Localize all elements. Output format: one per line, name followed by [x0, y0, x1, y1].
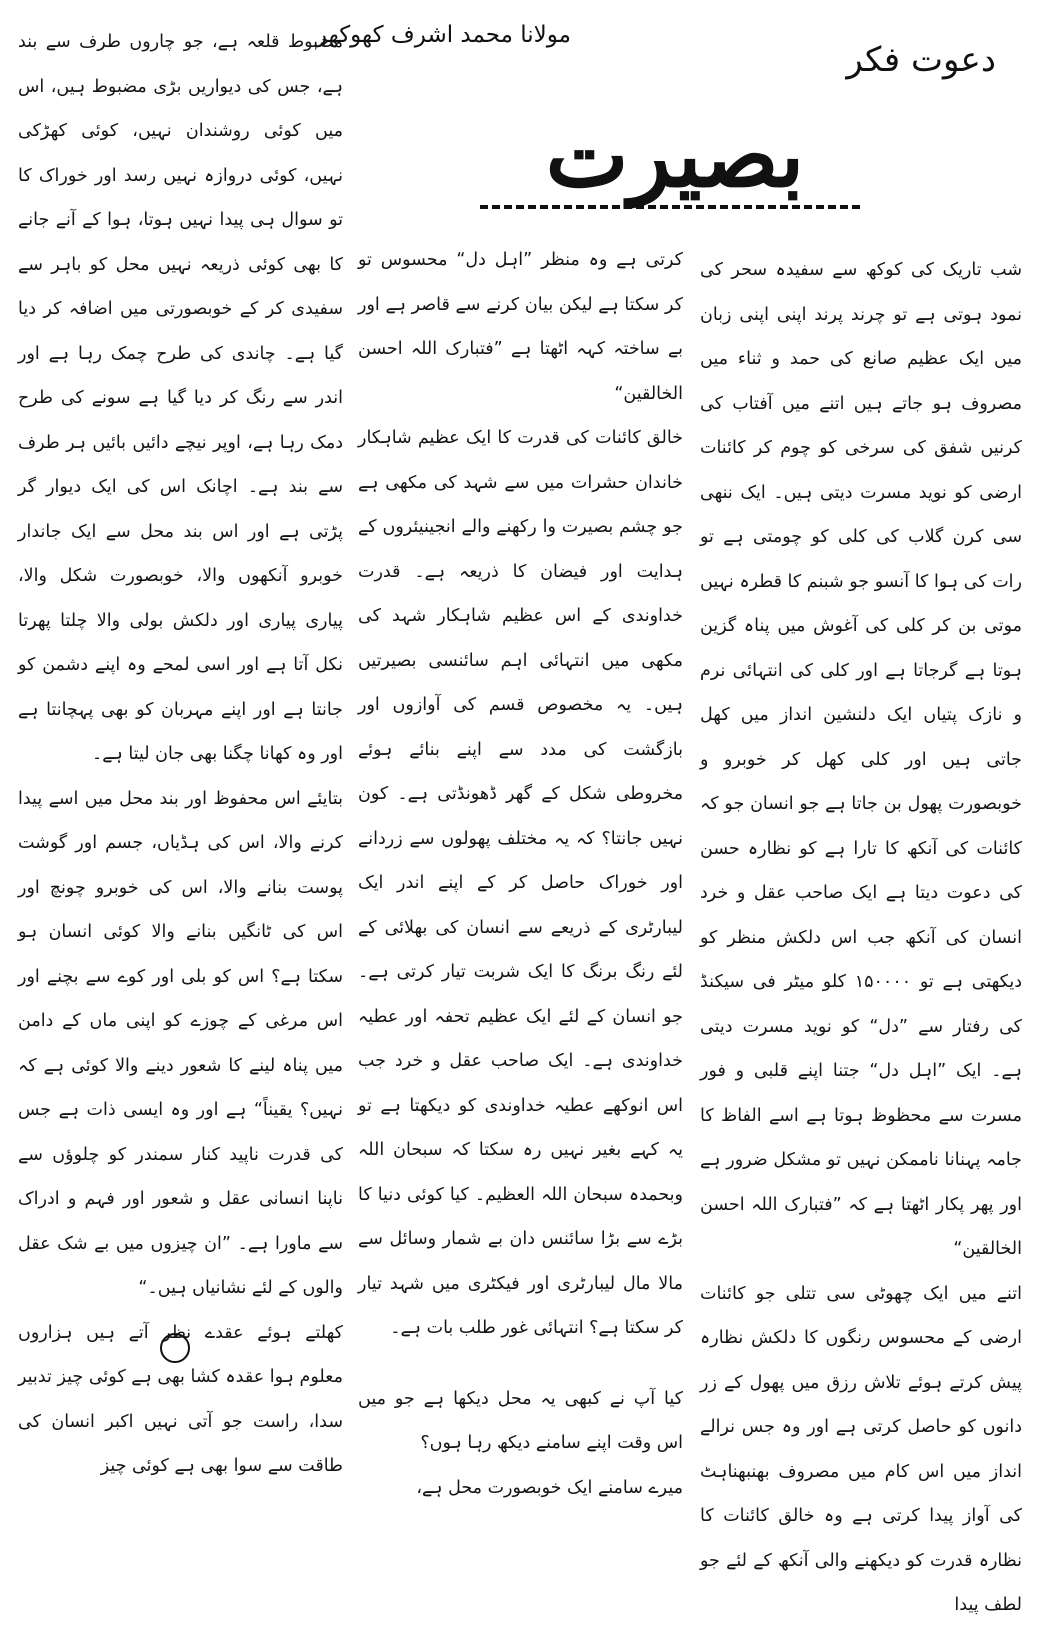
verse: کھلتے ہوئے عقدے نظر آتے ہیں ہزاروں معلوم ہوا عقدہ کشا بھی ہے کوئی چیز تدبیر سدا، راست جو آتی نہیں اکبر انسان کی طاقت سے سوا بھی ہے کوئی چیز — [18, 1322, 343, 1476]
paragraph: کرتی ہے وہ منظر ”اہل دل“ محسوس تو کر سکتا ہے لیکن بیان کرنے سے قاصر ہے اور بے ساختہ کہہ اٹھتا ہے ”فتبارک اللہ احسن الخالقین“ — [358, 250, 683, 404]
end-of-article-circle-icon — [160, 1333, 190, 1363]
article-title: بصیرت — [545, 103, 805, 207]
paragraph: شب تاریک کی کوکھ سے سفیدہ سحر کی نمود ہوتی ہے تو چرند پرند اپنی اپنی زبان میں ایک عظیم صانع کی حمد و ثناء میں مصروف ہو جاتے ہیں اتنے میں آفتاب کی کرنیں شفق کی سرخی کو چوم کر کائنات ارضی کو نوید مسرت دیتی ہیں۔ ایک ننھی سی کرن گلاب کی کلی کو چومتی ہے تو رات کی ہوا کا آنسو جو شبنم کا قطرہ نہیں موتی بن کر کلی کی آغوش میں پناہ گزین ہوتا ہے گرجاتا ہے اور کلی کی انتہائی نرم و نازک پتیاں ایک دلنشین انداز میں کھل جاتی ہیں اور کلی کھل کر خوبرو و خوبصورت پھول بن جاتا ہے جو انسان جو کہ کائنات کی آنکھ کا تارا ہے کو نظارہ حسن کی دعوت دیتا ہے ایک صاحب عقل و خرد انسان کی آنکھ جب اس دلکش منظر کو دیکھتی ہے تو ۱۵۰۰۰۰ کلو میٹر فی سیکنڈ کی رفتار سے ”دل“ کو نوید مسرت دیتی ہے۔ ایک ”اہل دل“ جتنا اپنے قلبی و فور مسرت سے محظوظ ہوتا ہے اسے الفاظ کا جامہ پہنانا ناممکن نہیں تو مشکل ضرور ہے اور پھر پکار اٹھتا ہے کہ ”فتبارک اللہ احسن الخالقین“ — [700, 260, 1022, 1259]
text-column-middle — [358, 238, 683, 1498]
paragraph: مضبوط قلعہ ہے، جو چاروں طرف سے بند ہے، جس کی دیواریں بڑی مضبوط ہیں، اس میں کوئی روشندان نہیں، کوئی کھڑکی نہیں، کوئی دروازہ نہیں رسد اور خوراک کا تو سوال ہی پیدا نہیں ہوتا، ہوا کے آنے جانے کا بھی کوئی ذریعہ نہیں محل کو باہر سے سفیدی کر کے خوبصورتی میں اضافہ کر دیا گیا ہے۔ چاندی کی طرح چمک رہا ہے اور اندر سے رنگ کر دیا گیا ہے سونے کی طرح دمک رہا ہے، اوپر نیچے دائیں بائیں ہر طرف سے بند ہے۔ اچانک اس کی ایک دیوار گر پڑتی ہے اور اس بند محل سے ایک جاندار خوبرو آنکھوں والا، خوبصورت شکل والا، پیاری پیاری اور دلکش بولی والا چلتا پھرتا نکل آتا ہے اور اسی لمحے وہ اپنے دشمن کو جانتا ہے اور اپنے مہربان کو بھی پہچانتا ہے اور وہ کھانا چگنا بھی جان لیتا ہے۔ — [18, 32, 343, 764]
author-byline: مولانا محمد اشرف کھوکھر — [315, 22, 571, 48]
paragraph: کیا آپ نے کبھی یہ محل دیکھا ہے جو میں اس وقت اپنے سامنے دیکھ رہا ہوں؟ — [358, 1388, 683, 1453]
text-column-left — [18, 20, 343, 1476]
paragraph: میرے سامنے ایک خوبصورت محل ہے، — [416, 1477, 683, 1498]
paragraph: اتنے میں ایک چھوٹی سی تتلی جو کائنات ارضی کے محسوس رنگوں کا دلکش نظارہ پیش کرتے ہوئے تلاش رزق میں پھول کے زر دانوں کو حاصل کرتی ہے اور وہ جس نرالے انداز میں اس کام میں مصروف بھنبھناہٹ کی آواز پیدا کرتی ہے وہ خالق کائنات کا نظارہ قدرت کو دیکھنے والی آنکھ کے لئے جو لطف پیدا — [700, 1283, 1022, 1615]
paragraph: بتایئے اس محفوظ اور بند محل میں اسے پیدا کرنے والا، اس کی ہڈیاں، جسم اور گوشت پوست بنانے والا، اس کی خوبرو چونچ اور اس کی ٹانگیں بنانے والا کوئی انسان ہو سکتا ہے؟ اس کو بلی اور کوے سے بچنے اور اس مرغی کے چوزے کو اپنی ماں کے دامن میں پناہ لینے کا شعور دینے والا کوئی ہے کہ نہیں؟ یقیناً“ ہے اور وہ ایسی ذات ہے جس کی قدرت ناپید کنار سمندر کو چلوؤں سے ناپنا انسانی عقل و شعور اور فہم و ادراک سے ماورا ہے۔ ”ان چیزوں میں بے شک عقل والوں کے لئے نشانیاں ہیں۔“ — [18, 788, 343, 1298]
section-kicker: دعوت فکر — [846, 40, 996, 80]
text-column-right — [700, 248, 1022, 1615]
title-divider — [480, 205, 860, 209]
paragraph-gap — [358, 1351, 683, 1377]
paragraph: خالق کائنات کی قدرت کا ایک عظیم شاہکار خاندان حشرات میں سے شہد کی مکھی ہے جو چشم بصیرت وا رکھنے والے انجینیئروں کے ہدایت اور فیضان کا ذریعہ ہے۔ قدرت خداوندی کے اس عظیم شاہکار شہد کی مکھی میں انتہائی اہم سائنسی بصیرتیں ہیں۔ یہ مخصوص قسم کی آوازوں اور بازگشت کی مدد سے اپنے بنائے ہوئے مخروطی شکل کے گھر ڈھونڈتی ہے۔ کون نہیں جانتا؟ کہ یہ مختلف پھولوں سے زردانے اور خوراک حاصل کر کے اپنے اندر ایک لیبارٹری کے ذریعے سے انسان کی بھلائی کے لئے رنگ برنگ کا ایک شربت تیار کرتی ہے۔ جو انسان کے لئے ایک عظیم تحفہ اور عطیہ خداوندی ہے۔ ایک صاحب عقل و خرد جب اس انوکھے عطیہ خداوندی کو دیکھتا ہے تو یہ کہے بغیر نہیں رہ سکتا کہ سبحان اللہ وبحمدہ سبحان اللہ العظیم۔ کیا کوئی دنیا کا بڑے سے بڑا سائنس دان بے شمار وسائل سے مالا مال لیبارٹری اور فیکٹری میں شہد تیار کر سکتا ہے؟ انتہائی غور طلب بات ہے۔ — [358, 428, 683, 1338]
